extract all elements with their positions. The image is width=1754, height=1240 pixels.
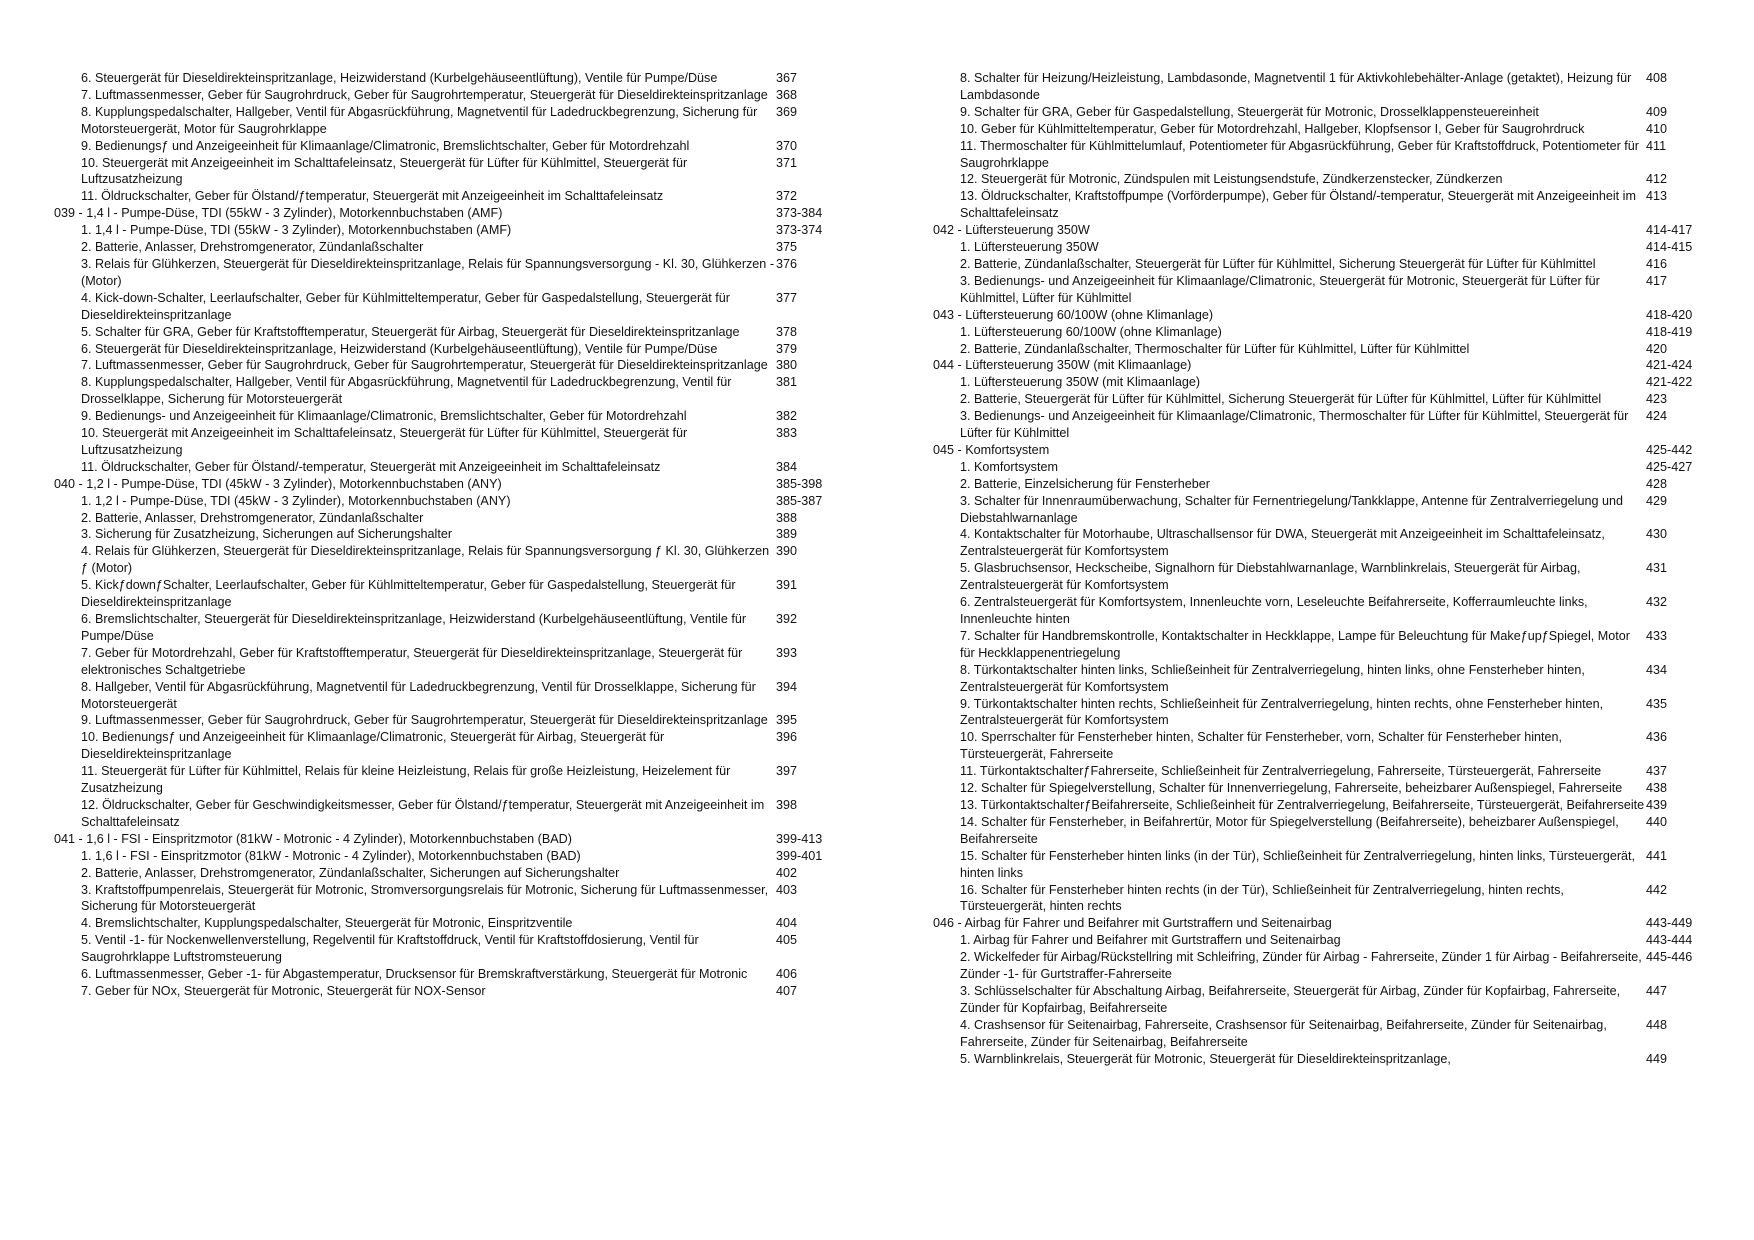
toc-item-entry bbox=[933, 459, 1713, 476]
toc-item-entry bbox=[54, 679, 834, 713]
toc-item-entry bbox=[54, 104, 834, 138]
toc-entry-title: 041 - 1,6 l - FSI - Einspritzmotor (81kW - Motronic - 4 Zylinder), Motorkennbuchstaben (BAD) bbox=[54, 831, 572, 846]
toc-section-entry bbox=[933, 357, 1713, 374]
toc-page-number: 441 bbox=[1646, 848, 1668, 863]
toc-page-number: 434 bbox=[1646, 662, 1668, 677]
toc-item-entry bbox=[933, 848, 1713, 882]
toc-entry-title: 6. Zentralsteuergerät für Komfortsystem, Innenleuchte vorn, Leseleuchte Beifahrerseite, Kofferraumleuchte links, Innenleuchte hinten bbox=[960, 595, 1588, 626]
toc-page-number: 439 bbox=[1646, 797, 1668, 812]
toc-entry-title: 6. Luftmassenmesser, Geber -1- für Abgastemperatur, Drucksensor für Bremskraftverstärkung, Steuergerät für Motronic bbox=[81, 967, 748, 982]
toc-item-entry bbox=[933, 526, 1713, 560]
toc-page-number: 414-415 bbox=[1646, 240, 1693, 255]
toc-entry-title: 11. Thermoschalter für Kühlmittelumlauf, Potentiometer für Abgasrückführung, Geber für Kraftstoffdruck, Potentiometer für Saugrohrklappe bbox=[960, 138, 1639, 170]
toc-item-entry bbox=[933, 138, 1713, 172]
toc-item-entry bbox=[933, 1051, 1713, 1068]
toc-entry-title: 8. Kupplungspedalschalter, Hallgeber, Ventil für Abgasrückführung, Magnetventil für Ladedruckbegrenzung, Sicherung für Motorsteuergerät, Motor für Saugrohrklappe bbox=[81, 104, 758, 136]
toc-item-entry bbox=[933, 763, 1713, 780]
toc-page-number: 385-398 bbox=[776, 476, 823, 491]
toc-item-entry bbox=[933, 932, 1713, 949]
toc-page-number: 395 bbox=[776, 713, 798, 728]
toc-section-entry bbox=[933, 442, 1713, 459]
toc-page-number: 432 bbox=[1646, 595, 1668, 610]
toc-page-number: 390 bbox=[776, 544, 798, 559]
toc-item-entry bbox=[54, 510, 834, 527]
toc-page-number: 384 bbox=[776, 459, 798, 474]
toc-page-number: 433 bbox=[1646, 628, 1668, 643]
toc-item-entry bbox=[933, 662, 1713, 696]
toc-page-number: 430 bbox=[1646, 527, 1668, 542]
toc-item-entry bbox=[54, 712, 834, 729]
toc-item-entry bbox=[54, 87, 834, 104]
toc-entry-title: 5. Ventil -1- für Nockenwellenverstellung, Regelventil für Kraftstoffdruck, Ventil für Kraftstoffdosierung, Ventil für Saugrohrklappe Luftstromsteuerung bbox=[81, 933, 699, 965]
toc-item-entry bbox=[54, 729, 834, 763]
toc-item-entry bbox=[54, 763, 834, 797]
toc-item-entry bbox=[933, 476, 1713, 493]
toc-item-entry bbox=[933, 882, 1713, 916]
toc-entry-title: 9. Türkontaktschalter hinten rechts, Schließeinheit für Zentralverriegelung, hinten rechts, ohne Fensterheber hinten, Zentralsteuergerät für Komfortsystem bbox=[960, 696, 1604, 728]
toc-item-entry bbox=[933, 374, 1713, 391]
toc-entry-title: 6. Bremslichtschalter, Steuergerät für Dieseldirekteinspritzanlage, Heizwiderstand (Kurbelgehäuseentlüftung, Ventile für Pumpe/Düse bbox=[81, 612, 747, 643]
toc-entry-title: 2. Batterie, Anlasser, Drehstromgenerator, Zündanlaßschalter bbox=[81, 510, 424, 525]
toc-item-entry bbox=[54, 577, 834, 611]
toc-page-number: 436 bbox=[1646, 730, 1668, 745]
toc-entry-title: 8. Kupplungspedalschalter, Hallgeber, Ventil für Abgasrückführung, Magnetventil für Ladedruckbegrenzung, Ventil für Drosselklappe, Sicherung für Motorsteuergerät bbox=[81, 375, 732, 407]
toc-entry-title: 1. Lüftersteuerung 350W (mit Klimaanlage) bbox=[960, 375, 1201, 390]
toc-item-entry bbox=[933, 324, 1713, 341]
toc-item-entry bbox=[54, 983, 834, 1000]
toc-entry-title: 1. Airbag für Fahrer und Beifahrer mit Gurtstraffern und Seitenairbag bbox=[960, 933, 1341, 948]
toc-item-entry bbox=[54, 155, 834, 189]
toc-section-entry bbox=[54, 205, 834, 222]
toc-entry-title: 7. Schalter für Handbremskontrolle, Kontaktschalter in Heckklappe, Lampe für Beleuchtung für MakeƒupƒSpiegel, Motor für Heckklappenentriegelung bbox=[960, 628, 1630, 660]
toc-page-number: 403 bbox=[776, 882, 798, 897]
toc-item-entry bbox=[933, 341, 1713, 358]
toc-page-number: 423 bbox=[1646, 392, 1668, 407]
toc-entry-title: 9. Bedienungs- und Anzeigeeinheit für Klimaanlage/Climatronic, Bremslichtschalter, Geber für Motordrehzahl bbox=[81, 409, 687, 424]
toc-page-number: 416 bbox=[1646, 256, 1668, 271]
toc-entry-title: 3. Schlüsselschalter für Abschaltung Airbag, Beifahrerseite, Steuergerät für Airbag, Zünder für Kopfairbag, Fahrerseite, Zünder für Kopfairbag, Beifahrerseite bbox=[960, 983, 1621, 1015]
toc-entry-title: 2. Batterie, Anlasser, Drehstromgenerator, Zündanlaßschalter bbox=[81, 240, 424, 255]
toc-page-number: 425-427 bbox=[1646, 459, 1693, 474]
toc-page-number: 396 bbox=[776, 730, 798, 745]
toc-page-number: 417 bbox=[1646, 273, 1668, 288]
toc-entry-title: 7. Luftmassenmesser, Geber für Saugrohrdruck, Geber für Saugrohrtemperatur, Steuergerät für Dieseldirekteinspritzanlage bbox=[81, 358, 768, 373]
toc-page-number: 448 bbox=[1646, 1017, 1668, 1032]
toc-item-entry bbox=[54, 188, 834, 205]
toc-item-entry bbox=[54, 341, 834, 358]
toc-page-number: 389 bbox=[776, 527, 798, 542]
toc-entry-title: 10. Steuergerät mit Anzeigeeinheit im Schalttafeleinsatz, Steuergerät für Lüfter für Kühlmittel, Steuergerät für Luftzusatzheizung bbox=[81, 426, 688, 457]
toc-entry-title: 10. Geber für Kühlmitteltemperatur, Geber für Motordrehzahl, Hallgeber, Klopfsensor I, Geber für Saugrohrdruck bbox=[960, 121, 1585, 136]
toc-entry-title: 6. Steuergerät für Dieseldirekteinspritzanlage, Heizwiderstand (Kurbelgehäuseentlüftung), Ventile für Pumpe/Düse bbox=[81, 71, 718, 85]
toc-entry-title: 7. Geber für NOx, Steuergerät für Motronic, Steuergerät für NOX-Sensor bbox=[81, 983, 486, 998]
toc-page-number: 399-413 bbox=[776, 831, 823, 846]
toc-item-entry bbox=[933, 493, 1713, 527]
toc-entry-title: 6. Steuergerät für Dieseldirekteinspritzanlage, Heizwiderstand (Kurbelgehäuseentlüftung), Ventile für Pumpe/Düse bbox=[81, 341, 718, 356]
toc-item-entry bbox=[54, 290, 834, 324]
toc-item-entry bbox=[54, 374, 834, 408]
toc-item-entry bbox=[54, 611, 834, 645]
toc-left-column bbox=[54, 70, 834, 1000]
toc-entry-title: 4. Relais für Glühkerzen, Steuergerät für Dieseldirekteinspritzanlage, Relais für Spannungsversorgung ƒ Kl. 30, Glühkerzen ƒ (Motor) bbox=[81, 544, 770, 576]
toc-item-entry bbox=[933, 814, 1713, 848]
toc-page-number: 413 bbox=[1646, 189, 1668, 204]
toc-page-number: 440 bbox=[1646, 814, 1668, 829]
toc-page-number: 381 bbox=[776, 375, 798, 390]
toc-page-number: 418-420 bbox=[1646, 307, 1693, 322]
toc-page-number: 394 bbox=[776, 679, 798, 694]
toc-entry-title: 13. Öldruckschalter, Kraftstoffpumpe (Vorförderpumpe), Geber für Ölstand/-temperatur, Steuergerät mit Anzeigeeinheit im Schalttafeleinsatz bbox=[960, 189, 1636, 221]
toc-page-number: 429 bbox=[1646, 493, 1668, 508]
toc-page-number: 369 bbox=[776, 104, 798, 119]
toc-item-entry bbox=[933, 391, 1713, 408]
toc-section-entry bbox=[933, 222, 1713, 239]
toc-item-entry bbox=[54, 865, 834, 882]
toc-page-number: 404 bbox=[776, 916, 798, 931]
toc-item-entry bbox=[933, 121, 1713, 138]
toc-entry-title: 5. KickƒdownƒSchalter, Leerlaufschalter, Geber für Kühlmitteltemperatur, Geber für Gaspedalstellung, Steuergerät für Dieseldirekteinspritzanlage bbox=[81, 578, 736, 610]
toc-item-entry bbox=[933, 628, 1713, 662]
toc-entry-title: 16. Schalter für Fensterheber hinten rechts (in der Tür), Schließeinheit für Zentralverriegelung, hinten rechts, Türsteuergerät, hinten rechts bbox=[960, 882, 1564, 914]
toc-page-number: 368 bbox=[776, 87, 798, 102]
toc-item-entry bbox=[54, 256, 834, 290]
toc-entry-title: 1. Lüftersteuerung 60/100W (ohne Klimanlage) bbox=[960, 324, 1222, 339]
toc-entry-title: 2. Batterie, Zündanlaßschalter, Steuergerät für Lüfter für Kühlmittel, Sicherung Steuergerät für Lüfter für Kühlmittel bbox=[960, 256, 1596, 271]
toc-page-number: 445-446 bbox=[1646, 950, 1693, 965]
toc-entry-title: 15. Schalter für Fensterheber hinten links (in der Tür), Schließeinheit für Zentralverriegelung, hinten links, Türsteuergerät, hinten links bbox=[960, 848, 1636, 880]
toc-item-entry bbox=[54, 915, 834, 932]
toc-item-entry bbox=[54, 357, 834, 374]
toc-page-number: 407 bbox=[776, 983, 798, 998]
toc-item-entry bbox=[54, 222, 834, 239]
toc-entry-title: 9. Bedienungsƒ und Anzeigeeinheit für Klimaanlage/Climatronic, Bremslichtschalter, Geber für Motordrehzahl bbox=[81, 138, 690, 153]
toc-page-number: 373-374 bbox=[776, 223, 823, 238]
toc-entry-title: 2. Batterie, Steuergerät für Lüfter für Kühlmittel, Sicherung Steuergerät für Lüfter für Kühlmittel, Lüfter für Kühlmittel bbox=[960, 392, 1602, 407]
toc-entry-title: 1. Lüftersteuerung 350W bbox=[960, 240, 1099, 255]
toc-item-entry bbox=[933, 256, 1713, 273]
toc-page-number: 370 bbox=[776, 138, 798, 153]
toc-item-entry bbox=[933, 408, 1713, 442]
toc-entry-title: 8. Türkontaktschalter hinten links, Schließeinheit für Zentralverriegelung, hinten links, ohne Fensterheber hinten, Zentralsteuergerät für Komfortsystem bbox=[960, 662, 1585, 694]
toc-entry-title: 1. 1,6 l - FSI - Einspritzmotor (81kW - Motronic - 4 Zylinder), Motorkennbuchstaben (BAD) bbox=[81, 848, 581, 863]
toc-entry-title: 4. Kick-down-Schalter, Leerlaufschalter, Geber für Kühlmitteltemperatur, Geber für Gaspedalstellung, Steuergerät für Dieseldirekteinspritzanlage bbox=[81, 290, 730, 322]
toc-page-number: 371 bbox=[776, 155, 798, 170]
toc-page-number: 372 bbox=[776, 189, 798, 204]
toc-page-number: 435 bbox=[1646, 696, 1668, 711]
toc-entry-title: 5. Warnblinkrelais, Steuergerät für Motronic, Steuergerät für Dieseldirekteinspritzanlage, bbox=[960, 1051, 1451, 1066]
toc-entry-title: 044 - Lüftersteuerung 350W (mit Klimaanlage) bbox=[933, 358, 1192, 373]
toc-entry-title: 12. Öldruckschalter, Geber für Geschwindigkeitsmesser, Geber für Ölstand/ƒtemperatur, Steuergerät mit Anzeigeeinheit im Schalttafeleinsatz bbox=[81, 797, 765, 829]
toc-page-number: 420 bbox=[1646, 341, 1668, 356]
toc-page-number: 405 bbox=[776, 933, 798, 948]
toc-item-entry bbox=[54, 459, 834, 476]
toc-page-number: 391 bbox=[776, 578, 798, 593]
toc-entry-title: 043 - Lüftersteuerung 60/100W (ohne Klimanlage) bbox=[933, 307, 1214, 322]
toc-page-number: 388 bbox=[776, 510, 798, 525]
toc-entry-title: 1. 1,2 l - Pumpe-Düse, TDI (45kW - 3 Zylinder), Motorkennbuchstaben (ANY) bbox=[81, 493, 511, 508]
toc-page-number: 380 bbox=[776, 358, 798, 373]
toc-item-entry bbox=[933, 239, 1713, 256]
toc-entry-title: 11. TürkontaktschalterƒFahrerseite, Schließeinheit für Zentralverriegelung, Fahrerseite, Türsteuergerät, Fahrerseite bbox=[960, 764, 1602, 779]
toc-page-number: 392 bbox=[776, 612, 798, 626]
toc-entry-title: 3. Schalter für Innenraumüberwachung, Schalter für Fernentriegelung/Tankklappe, Antenne für Zentralverriegelung und Diebstahlwarnanlage bbox=[960, 493, 1623, 525]
toc-entry-title: 5. Schalter für GRA, Geber für Kraftstofftemperatur, Steuergerät für Airbag, Steuergerät für Dieseldirekteinspritzanlage bbox=[81, 324, 740, 339]
toc-entry-title: 5. Glasbruchsensor, Heckscheibe, Signalhorn für Diebstahlwarnanlage, Warnblinkrelais, Steuergerät für Airbag, Zentralsteuergerät für Komfortsystem bbox=[960, 561, 1581, 593]
toc-item-entry bbox=[54, 932, 834, 966]
toc-page-number: 428 bbox=[1646, 476, 1668, 491]
toc-item-entry bbox=[54, 324, 834, 341]
toc-section-entry bbox=[54, 831, 834, 848]
toc-page-number: 373-384 bbox=[776, 206, 823, 221]
toc-section-entry bbox=[933, 915, 1713, 932]
toc-entry-title: 3. Kraftstoffpumpenrelais, Steuergerät für Motronic, Stromversorgungsrelais für Motronic, Sicherung für Luftmassenmesser, Sicherung für Motorsteuergerät bbox=[81, 882, 769, 914]
toc-item-entry bbox=[933, 188, 1713, 222]
toc-entry-title: 8. Hallgeber, Ventil für Abgasrückführung, Magnetventil für Ladedruckbegrenzung, Ventil für Drosselklappe, Sicherung für Motorsteuergerät bbox=[81, 679, 756, 711]
toc-item-entry bbox=[54, 882, 834, 916]
toc-page-number: 421-422 bbox=[1646, 375, 1693, 390]
toc-entry-title: 4. Kontaktschalter für Motorhaube, Ultraschallsensor für DWA, Steuergerät mit Anzeigeeinheit im Schalttafeleinsatz, Zentralsteuergerät für Komfortsystem bbox=[960, 527, 1605, 559]
toc-item-entry bbox=[933, 797, 1713, 814]
toc-page-number: 442 bbox=[1646, 882, 1668, 897]
toc-entry-title: 9. Luftmassenmesser, Geber für Saugrohrdruck, Geber für Saugrohrtemperatur, Steuergerät für Dieseldirekteinspritzanlage bbox=[81, 713, 768, 728]
toc-item-entry bbox=[54, 543, 834, 577]
toc-entry-title: 3. Relais für Glühkerzen, Steuergerät für Dieseldirekteinspritzanlage, Relais für Spannungsversorgung - Kl. 30, Glühkerzen - (Motor) bbox=[81, 256, 775, 288]
toc-entry-title: 3. Sicherung für Zusatzheizung, Sicherungen auf Sicherungshalter bbox=[81, 527, 453, 542]
toc-item-entry bbox=[54, 425, 834, 459]
toc-entry-title: 3. Bedienungs- und Anzeigeeinheit für Klimaanlage/Climatronic, Thermoschalter für Lüfter für Kühlmittel, Steuergerät für Lüfter für Kühlmittel bbox=[960, 409, 1629, 441]
toc-page-number: 411 bbox=[1646, 138, 1667, 153]
toc-entry-title: 13. TürkontaktschalterƒBeifahrerseite, Schließeinheit für Zentralverriegelung, Beifahrerseite, Türsteuergerät, Beifahrerseite bbox=[960, 797, 1645, 812]
toc-entry-title: 2. Batterie, Anlasser, Drehstromgenerator, Zündanlaßschalter, Sicherungen auf Sicherungshalter bbox=[81, 865, 620, 880]
toc-entry-title: 039 - 1,4 l - Pumpe-Düse, TDI (55kW - 3 Zylinder), Motorkennbuchstaben (AMF) bbox=[54, 206, 503, 221]
toc-page-number: 424 bbox=[1646, 409, 1668, 424]
toc-item-entry bbox=[54, 966, 834, 983]
toc-entry-title: 4. Crashsensor für Seitenairbag, Fahrerseite, Crashsensor für Seitenairbag, Beifahrerseite, Zünder für Seitenairbag, Fahrerseite, Zünder für Seitenairbag, Beifahrerseite bbox=[960, 1017, 1607, 1049]
toc-item-entry bbox=[933, 983, 1713, 1017]
toc-entry-title: 2. Wickelfeder für Airbag/Rückstellring mit Schleifring, Zünder für Airbag - Fahrerseite, Zünder 1 für Airbag - Beifahrerseite, Zünder -1- für Gurtstraffer-Fahrerseite bbox=[960, 950, 1642, 982]
toc-item-entry bbox=[54, 408, 834, 425]
toc-page-number: 418-419 bbox=[1646, 324, 1693, 339]
toc-item-entry bbox=[54, 70, 834, 87]
toc-item-entry bbox=[933, 70, 1713, 104]
toc-right-column bbox=[933, 70, 1713, 1067]
toc-item-entry bbox=[933, 104, 1713, 121]
toc-item-entry bbox=[54, 645, 834, 679]
toc-page-number: 406 bbox=[776, 967, 798, 982]
toc-page-number: 425-442 bbox=[1646, 442, 1693, 457]
toc-page-number: 412 bbox=[1646, 172, 1668, 187]
toc-page-number: 414-417 bbox=[1646, 223, 1693, 238]
toc-item-entry bbox=[933, 1017, 1713, 1051]
toc-item-entry bbox=[54, 526, 834, 543]
toc-page-number: 443-444 bbox=[1646, 933, 1693, 948]
toc-entry-title: 14. Schalter für Fensterheber, in Beifahrertür, Motor für Spiegelverstellung (Beifahrerseite), beheizbarer Außenspiegel, Beifahrerseite bbox=[960, 814, 1619, 846]
toc-entry-title: 10. Bedienungsƒ und Anzeigeeinheit für Klimaanlage/Climatronic, Steuergerät für Airbag, Steuergerät für Dieseldirekteinspritzanlage bbox=[81, 730, 665, 762]
toc-page-number: 438 bbox=[1646, 781, 1668, 796]
toc-entry-title: 042 - Lüftersteuerung 350W bbox=[933, 223, 1090, 238]
toc-entry-title: 7. Geber für Motordrehzahl, Geber für Kraftstofftemperatur, Steuergerät für Dieseldirekteinspritzanlage, Steuergerät für elektronisches Schaltgetriebe bbox=[81, 645, 743, 677]
toc-page-number: 379 bbox=[776, 341, 798, 356]
toc-page-number: 377 bbox=[776, 290, 798, 305]
toc-entry-title: 2. Batterie, Einzelsicherung für Fensterheber bbox=[960, 476, 1210, 491]
toc-page-number: 447 bbox=[1646, 983, 1668, 998]
toc-item-entry bbox=[54, 138, 834, 155]
toc-entry-title: 3. Bedienungs- und Anzeigeeinheit für Klimaanlage/Climatronic, Steuergerät für Motronic, Steuergerät für Lüfter für Kühlmittel, Lüfter für Kühlmittel bbox=[960, 273, 1600, 305]
toc-page-number: 378 bbox=[776, 324, 798, 339]
toc-item-entry bbox=[933, 560, 1713, 594]
toc-entry-title: 4. Bremslichtschalter, Kupplungspedalschalter, Steuergerät für Motronic, Einspritzventile bbox=[81, 916, 573, 931]
toc-entry-title: 7. Luftmassenmesser, Geber für Saugrohrdruck, Geber für Saugrohrtemperatur, Steuergerät für Dieseldirekteinspritzanlage bbox=[81, 87, 768, 102]
toc-page-number: 397 bbox=[776, 764, 798, 779]
toc-item-entry bbox=[933, 273, 1713, 307]
toc-page-number: 382 bbox=[776, 409, 798, 424]
toc-page-number: 408 bbox=[1646, 71, 1668, 85]
toc-entry-title: 040 - 1,2 l - Pumpe-Düse, TDI (45kW - 3 Zylinder), Motorkennbuchstaben (ANY) bbox=[54, 476, 502, 491]
toc-page-number: 399-401 bbox=[776, 848, 823, 863]
toc-item-entry bbox=[933, 594, 1713, 628]
toc-entry-title: 11. Steuergerät für Lüfter für Kühlmittel, Relais für kleine Heizleistung, Relais für große Heizleistung, Heizelement für Zusatzheizung bbox=[81, 764, 731, 796]
toc-page-number: 437 bbox=[1646, 764, 1668, 779]
toc-page-number: 398 bbox=[776, 797, 798, 812]
toc-page-number: 409 bbox=[1646, 104, 1668, 119]
toc-item-entry bbox=[933, 780, 1713, 797]
toc-page-number: 367 bbox=[776, 71, 798, 85]
toc-entry-title: 10. Steuergerät mit Anzeigeeinheit im Schalttafeleinsatz, Steuergerät für Lüfter für Kühlmittel, Steuergerät für Luftzusatzheizung bbox=[81, 155, 688, 187]
toc-page-number: 443-449 bbox=[1646, 916, 1693, 931]
toc-item-entry bbox=[933, 696, 1713, 730]
toc-entry-title: 046 - Airbag für Fahrer und Beifahrer mit Gurtstraffern und Seitenairbag bbox=[933, 916, 1332, 931]
toc-page-number: 431 bbox=[1646, 561, 1668, 576]
toc-item-entry bbox=[54, 848, 834, 865]
toc-entry-title: 045 - Komfortsystem bbox=[933, 442, 1050, 457]
toc-page-number: 449 bbox=[1646, 1051, 1668, 1066]
toc-item-entry bbox=[933, 171, 1713, 188]
toc-page-number: 375 bbox=[776, 240, 798, 255]
toc-page-number: 393 bbox=[776, 645, 798, 660]
toc-page-number: 410 bbox=[1646, 121, 1668, 136]
toc-entry-title: 1. Komfortsystem bbox=[960, 459, 1058, 474]
toc-item-entry bbox=[54, 797, 834, 831]
toc-page-number: 402 bbox=[776, 865, 798, 880]
toc-section-entry bbox=[54, 476, 834, 493]
toc-entry-title: 2. Batterie, Zündanlaßschalter, Thermoschalter für Lüfter für Kühlmittel, Lüfter für Kühlmittel bbox=[960, 341, 1470, 356]
toc-entry-title: 12. Schalter für Spiegelverstellung, Schalter für Innenverriegelung, Fahrerseite, beheizbarer Außenspiegel, Fahrerseite bbox=[960, 781, 1623, 796]
toc-entry-title: 1. 1,4 l - Pumpe-Düse, TDI (55kW - 3 Zylinder), Motorkennbuchstaben (AMF) bbox=[81, 223, 512, 238]
toc-section-entry bbox=[933, 307, 1713, 324]
toc-page-number: 383 bbox=[776, 426, 798, 441]
toc-item-entry bbox=[933, 949, 1713, 983]
toc-entry-title: 12. Steuergerät für Motronic, Zündspulen mit Leistungsendstufe, Zündkerzenstecker, Zündkerzen bbox=[960, 172, 1503, 187]
toc-page-number: 421-424 bbox=[1646, 358, 1693, 373]
toc-item-entry bbox=[933, 729, 1713, 763]
toc-entry-title: 9. Schalter für GRA, Geber für Gaspedalstellung, Steuergerät für Motronic, Drosselklappensteuereinheit bbox=[960, 104, 1539, 119]
toc-entry-title: 8. Schalter für Heizung/Heizleistung, Lambdasonde, Magnetventil 1 für Aktivkohlebehälter-Anlage (getaktet), Heizung für Lambdasonde bbox=[960, 71, 1632, 102]
toc-entry-title: 11. Öldruckschalter, Geber für Ölstand/ƒtemperatur, Steuergerät mit Anzeigeeinheit im Schalttafeleinsatz bbox=[81, 189, 664, 204]
toc-item-entry bbox=[54, 239, 834, 256]
toc-entry-title: 11. Öldruckschalter, Geber für Ölstand/-temperatur, Steuergerät mit Anzeigeeinheit im Schalttafeleinsatz bbox=[81, 459, 661, 474]
toc-item-entry bbox=[54, 493, 834, 510]
toc-page-number: 385-387 bbox=[776, 493, 823, 508]
toc-entry-title: 10. Sperrschalter für Fensterheber hinten, Schalter für Fensterheber, vorn, Schalter für Fensterheber hinten, Türsteuergerät, Fahrerseite bbox=[960, 730, 1563, 762]
toc-page-number: 376 bbox=[776, 256, 798, 271]
